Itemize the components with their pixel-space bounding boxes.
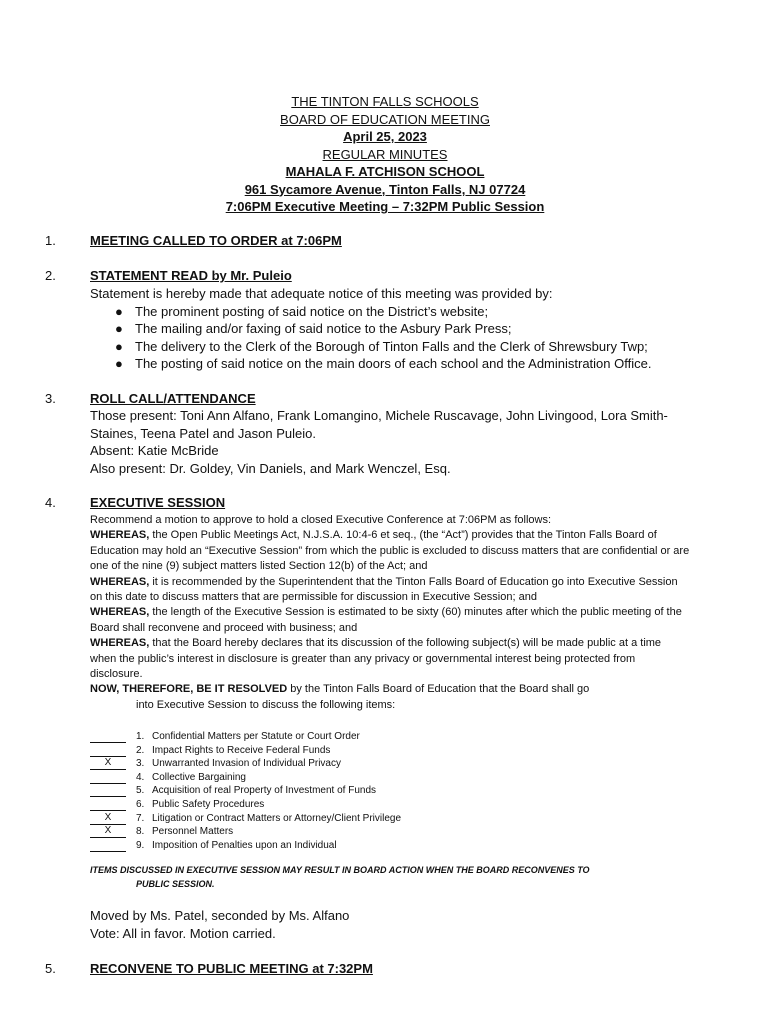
section-title: EXECUTIVE SESSION — [90, 495, 226, 510]
checkbox-mark — [90, 784, 126, 797]
whereas-clause-3: WHEREAS, the length of the Executive Session is estimated to be sixty (60) minutes after which the public meeting of the Board shall reconvene and proceed with business; and — [90, 606, 682, 634]
section-number: 2. — [45, 268, 56, 283]
resolved-clause: NOW, THEREFORE, BE IT RESOLVED by the Tinton Falls Board of Education that the Board shall go — [90, 683, 590, 696]
header-meeting: BOARD OF EDUCATION MEETING — [280, 111, 490, 127]
section-title: STATEMENT READ by Mr. Puleio — [90, 268, 292, 283]
list-item: 5. Acquisition of real Property of Investment of Funds — [90, 784, 650, 798]
list-item: ● The posting of said notice on the main doors of each school and the Administration Office. — [115, 356, 652, 371]
motion-intro: Recommend a motion to approve to hold a closed Executive Conference at 7:06PM as follows: — [90, 514, 552, 526]
whereas-clause-4: WHEREAS, that the Board hereby declares that its discussion of the following subject(s) will be made public at a time when the public’s interest in disclosure is greater than any privacy or governmental interest being protected from disclosure. — [90, 637, 662, 681]
attendance-body — [90, 407, 680, 477]
list-item: 6. Public Safety Procedures — [90, 798, 650, 812]
section-number: 5. — [45, 961, 56, 976]
executive-session-note: ITEMS DISCUSSED IN EXECUTIVE SESSION MAY RESULT IN BOARD ACTION WHEN THE BOARD RECONVENES TO PUBLIC SESSION. — [90, 865, 590, 889]
list-item: X 7. Litigation or Contract Matters or Attorney/Client Privilege — [90, 812, 650, 826]
checkbox-mark: X — [90, 812, 126, 825]
executive-session-resolution — [90, 513, 690, 713]
statement-body — [90, 285, 700, 373]
bullet-icon: ● — [115, 303, 123, 319]
motion-result — [90, 907, 700, 942]
section-number: 1. — [45, 233, 56, 248]
resolved-clause-cont: into Executive Session to discuss the following items: — [136, 698, 396, 711]
section-title: RECONVENE TO PUBLIC MEETING at 7:32PM — [90, 961, 373, 976]
whereas-clause-2: WHEREAS, it is recommended by the Superintendent that the Tinton Falls Board of Education go into Executive Session on this date to discuss matters that are permissible for discussion in Executive Session; and — [90, 575, 678, 604]
attendance-present: Those present: Toni Ann Alfano, Frank Lomangino, Michele Ruscavage, John Livingood, Lora Smith-Staines, Teena Patel and Jason Puleio. — [90, 408, 668, 441]
vote-result: Vote: All in favor. Motion carried. — [90, 925, 276, 941]
header-district: THE TINTON FALLS SCHOOLS — [291, 94, 479, 109]
bullet-icon: ● — [115, 356, 123, 371]
list-item: X 8. Personnel Matters — [90, 825, 650, 839]
whereas-clause-1: WHEREAS, the Open Public Meetings Act, N.J.S.A. 10:4-6 et seq., (the “Act”) provides that the Tinton Falls Board of Education may hold an “Executive Session” from which the public is excluded to discuss matters that are confidential or are one of the nine (9) subject matters listed Section 12(b) of the Act; and — [90, 529, 690, 573]
checkbox-mark: X — [90, 825, 126, 838]
list-item: 2. Impact Rights to Receive Federal Funds — [90, 744, 650, 758]
section-number: 3. — [45, 391, 56, 406]
moved-seconded: Moved by Ms. Patel, seconded by Ms. Alfano — [90, 908, 350, 923]
attendance-also-present: Also present: Dr. Goldey, Vin Daniels, and Mark Wenczel, Esq. — [90, 460, 451, 476]
header-location: MAHALA F. ATCHISON SCHOOL — [285, 164, 485, 179]
statement-intro: Statement is hereby made that adequate notice of this meeting was provided by: — [90, 286, 553, 301]
section-title: ROLL CALL/ATTENDANCE — [90, 391, 256, 406]
header-address: 961 Sycamore Avenue, Tinton Falls, NJ 07724 — [244, 181, 526, 197]
notice-list — [90, 303, 700, 373]
bullet-icon: ● — [115, 338, 123, 354]
header-times: 7:06PM Executive Meeting – 7:32PM Public Session — [225, 199, 545, 214]
section-title: MEETING CALLED TO ORDER at 7:06PM — [90, 233, 342, 248]
attendance-absent: Absent: Katie McBride — [90, 443, 219, 458]
list-item: 9. Imposition of Penalties upon an Individual — [90, 839, 650, 853]
checkbox-mark — [90, 798, 126, 811]
list-item: ● The delivery to the Clerk of the Borough of Tinton Falls and the Clerk of Shrewsbury Twp; — [115, 338, 648, 354]
document-header — [0, 93, 770, 216]
header-date: April 25, 2023 — [343, 129, 427, 144]
header-minutes-type: REGULAR MINUTES — [322, 146, 448, 162]
bullet-icon: ● — [115, 321, 123, 336]
checkbox-mark — [90, 744, 126, 757]
session-items-list — [90, 730, 650, 852]
checkbox-mark — [90, 839, 126, 852]
list-item: 4. Collective Bargaining — [90, 771, 650, 785]
list-item: ● The prominent posting of said notice on the District’s website; — [115, 303, 489, 319]
checkbox-mark: X — [90, 757, 126, 770]
checkbox-mark — [90, 771, 126, 784]
list-item: X 3. Unwarranted Invasion of Individual Privacy — [90, 757, 650, 771]
section-number: 4. — [45, 495, 56, 510]
checkbox-mark — [90, 730, 126, 743]
list-item: 1. Confidential Matters per Statute or Court Order — [90, 730, 650, 744]
list-item: ● The mailing and/or faxing of said notice to the Asbury Park Press; — [115, 321, 512, 336]
